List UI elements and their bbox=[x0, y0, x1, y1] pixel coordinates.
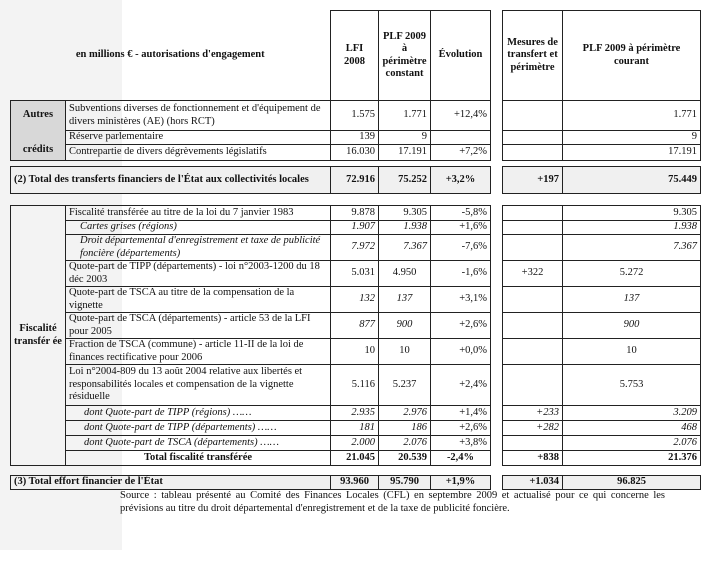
value-cell: 9.878 bbox=[331, 206, 379, 221]
value-cell bbox=[503, 131, 563, 145]
table-row bbox=[11, 131, 701, 145]
row-label: Fraction de TSCA (commune) - article 11-II de la loi de finances rectificative pour 2006 bbox=[66, 339, 331, 365]
value-cell: 5.031 bbox=[331, 261, 379, 287]
value-cell: +0,0% bbox=[431, 339, 491, 365]
row-label: dont Quote-part de TSCA (départements) …… bbox=[66, 436, 331, 451]
value-cell: 2.976 bbox=[379, 406, 431, 421]
value-cell: -5,8% bbox=[431, 206, 491, 221]
value-cell: 96.825 bbox=[563, 476, 701, 490]
value-cell: 21.376 bbox=[563, 451, 701, 466]
financial-table bbox=[10, 10, 701, 490]
value-cell: +3,1% bbox=[431, 287, 491, 313]
header-row bbox=[11, 11, 701, 101]
source-note: Source : tableau présenté au Comité des Finances Locales (CFL) en septembre 2009 et actualisé pour ce qui concerne les prévisions au titre du droit départemental d'enregistrement et de la taxe de publicité foncière. bbox=[120, 490, 665, 514]
value-cell: -7,6% bbox=[431, 235, 491, 261]
column-header: LFI 2008 bbox=[331, 11, 379, 101]
value-cell: 9.305 bbox=[563, 206, 701, 221]
value-cell: +2,6% bbox=[431, 421, 491, 436]
value-cell bbox=[503, 235, 563, 261]
value-cell: 9.305 bbox=[379, 206, 431, 221]
value-cell: 181 bbox=[331, 421, 379, 436]
value-cell: 17.191 bbox=[379, 145, 431, 161]
column-gap bbox=[491, 145, 503, 161]
table-row bbox=[11, 365, 701, 406]
value-cell: 7.367 bbox=[379, 235, 431, 261]
value-cell: +838 bbox=[503, 451, 563, 466]
value-cell: 75.252 bbox=[379, 167, 431, 194]
value-cell: 16.030 bbox=[331, 145, 379, 161]
value-cell: 132 bbox=[331, 287, 379, 313]
column-gap bbox=[491, 261, 503, 287]
row-label: (2) Total des transferts financiers de l'État aux collectivités locales bbox=[11, 167, 331, 194]
value-cell: 2.076 bbox=[379, 436, 431, 451]
row-label: Quote-part de TSCA au titre de la compensation de la vignette bbox=[66, 287, 331, 313]
group-label-top: Autres bbox=[22, 109, 54, 120]
table-row bbox=[11, 221, 701, 235]
spacer-cell bbox=[11, 194, 701, 206]
column-gap bbox=[491, 221, 503, 235]
row-label: Réserve parlementaire bbox=[66, 131, 331, 145]
spacer-cell bbox=[11, 466, 701, 476]
value-cell: 7.972 bbox=[331, 235, 379, 261]
value-cell: 1.771 bbox=[379, 101, 431, 131]
value-cell: +3,8% bbox=[431, 436, 491, 451]
total-row-3 bbox=[11, 476, 701, 490]
value-cell: 1.907 bbox=[331, 221, 379, 235]
value-cell: 2.935 bbox=[331, 406, 379, 421]
table-row bbox=[11, 145, 701, 161]
value-cell: 900 bbox=[563, 313, 701, 339]
column-header: Mesures de transfert et périmètre bbox=[503, 11, 563, 101]
value-cell: 10 bbox=[379, 339, 431, 365]
value-cell: 1.771 bbox=[563, 101, 701, 131]
column-header: Évolution bbox=[431, 11, 491, 101]
value-cell: +233 bbox=[503, 406, 563, 421]
value-cell: -1,6% bbox=[431, 261, 491, 287]
value-cell: 1.575 bbox=[331, 101, 379, 131]
value-cell: 139 bbox=[331, 131, 379, 145]
column-gap bbox=[491, 421, 503, 436]
row-label: Cartes grises (régions) bbox=[66, 221, 331, 235]
table-row bbox=[11, 451, 701, 466]
column-gap bbox=[491, 476, 503, 490]
value-cell: 95.790 bbox=[379, 476, 431, 490]
table-caption: en millions € - autorisations d'engagement bbox=[11, 11, 331, 101]
value-cell bbox=[503, 206, 563, 221]
value-cell: +12,4% bbox=[431, 101, 491, 131]
column-gap bbox=[491, 313, 503, 339]
column-gap bbox=[491, 235, 503, 261]
value-cell: 72.916 bbox=[331, 167, 379, 194]
table-row bbox=[11, 261, 701, 287]
value-cell: 186 bbox=[379, 421, 431, 436]
column-header: PLF 2009 à périmètre courant bbox=[563, 11, 701, 101]
value-cell: +7,2% bbox=[431, 145, 491, 161]
value-cell: 9 bbox=[563, 131, 701, 145]
value-cell bbox=[503, 313, 563, 339]
value-cell bbox=[503, 436, 563, 451]
value-cell: +1,6% bbox=[431, 221, 491, 235]
value-cell: 5.272 bbox=[563, 261, 701, 287]
value-cell: 5.753 bbox=[563, 365, 701, 406]
column-gap bbox=[491, 339, 503, 365]
row-label: Subventions diverses de fonctionnement et d'équipement de divers ministères (AE) (hors RCT) bbox=[66, 101, 331, 131]
value-cell: 5.237 bbox=[379, 365, 431, 406]
value-cell: 4.950 bbox=[379, 261, 431, 287]
group-label-fiscalite: Fiscalité transfér ée bbox=[11, 206, 66, 466]
value-cell: 10 bbox=[331, 339, 379, 365]
column-gap bbox=[491, 365, 503, 406]
table-row bbox=[11, 406, 701, 421]
total-row-2 bbox=[11, 167, 701, 194]
value-cell: 93.960 bbox=[331, 476, 379, 490]
column-gap bbox=[491, 131, 503, 145]
column-gap bbox=[491, 436, 503, 451]
row-label: (3) Total effort financier de l'État bbox=[11, 476, 331, 490]
table-row bbox=[11, 101, 701, 131]
value-cell: 137 bbox=[563, 287, 701, 313]
table-row bbox=[11, 436, 701, 451]
spacer bbox=[11, 194, 701, 206]
value-cell: -2,4% bbox=[431, 451, 491, 466]
value-cell: 17.191 bbox=[563, 145, 701, 161]
value-cell: +322 bbox=[503, 261, 563, 287]
value-cell bbox=[503, 365, 563, 406]
column-gap bbox=[491, 101, 503, 131]
value-cell: +2,4% bbox=[431, 365, 491, 406]
row-label: dont Quote-part de TIPP (départements) …… bbox=[66, 421, 331, 436]
value-cell bbox=[503, 339, 563, 365]
value-cell: +2,6% bbox=[431, 313, 491, 339]
value-cell: 1.938 bbox=[563, 221, 701, 235]
column-gap bbox=[491, 206, 503, 221]
value-cell: 10 bbox=[563, 339, 701, 365]
value-cell: 137 bbox=[379, 287, 431, 313]
value-cell: 3.209 bbox=[563, 406, 701, 421]
column-gap bbox=[491, 451, 503, 466]
group-label-bottom: crédits bbox=[22, 143, 54, 155]
table-row bbox=[11, 287, 701, 313]
row-label: Total fiscalité transférée bbox=[66, 451, 331, 466]
spacer bbox=[11, 466, 701, 476]
value-cell bbox=[503, 101, 563, 131]
value-cell: 21.045 bbox=[331, 451, 379, 466]
column-header: PLF 2009 à périmètre constant bbox=[379, 11, 431, 101]
value-cell: +3,2% bbox=[431, 167, 491, 194]
table-row bbox=[11, 206, 701, 221]
value-cell bbox=[503, 145, 563, 161]
table-row bbox=[11, 313, 701, 339]
value-cell bbox=[503, 287, 563, 313]
value-cell: 2.076 bbox=[563, 436, 701, 451]
value-cell: 468 bbox=[563, 421, 701, 436]
value-cell: 20.539 bbox=[379, 451, 431, 466]
row-label: Loi n°2004-809 du 13 août 2004 relative aux libertés et responsabilités locales et compensation de la vignette résiduelle bbox=[66, 365, 331, 406]
row-label: Quote-part de TSCA (départements) - article 53 de la LFI pour 2005 bbox=[66, 313, 331, 339]
column-gap bbox=[491, 11, 503, 101]
column-gap bbox=[491, 287, 503, 313]
value-cell bbox=[503, 221, 563, 235]
value-cell: 900 bbox=[379, 313, 431, 339]
value-cell: 7.367 bbox=[563, 235, 701, 261]
value-cell: +1.034 bbox=[503, 476, 563, 490]
table-row bbox=[11, 339, 701, 365]
value-cell bbox=[431, 131, 491, 145]
value-cell: 877 bbox=[331, 313, 379, 339]
value-cell: 9 bbox=[379, 131, 431, 145]
row-label: Quote-part de TIPP (départements) - loi n°2003-1200 du 18 déc 2003 bbox=[66, 261, 331, 287]
value-cell: +282 bbox=[503, 421, 563, 436]
value-cell: +197 bbox=[503, 167, 563, 194]
row-label: dont Quote-part de TIPP (régions) …… bbox=[66, 406, 331, 421]
value-cell: +1,9% bbox=[431, 476, 491, 490]
value-cell: 1.938 bbox=[379, 221, 431, 235]
table-row bbox=[11, 235, 701, 261]
table-row bbox=[11, 421, 701, 436]
group-label-autres-credits bbox=[11, 101, 66, 161]
row-label: Droit départemental d'enregistrement et taxe de publicité foncière (départements) bbox=[66, 235, 331, 261]
row-label: Fiscalité transférée au titre de la loi du 7 janvier 1983 bbox=[66, 206, 331, 221]
column-gap bbox=[491, 406, 503, 421]
row-label: Contrepartie de divers dégrèvements législatifs bbox=[66, 145, 331, 161]
value-cell: 5.116 bbox=[331, 365, 379, 406]
column-gap bbox=[491, 167, 503, 194]
value-cell: +1,4% bbox=[431, 406, 491, 421]
value-cell: 75.449 bbox=[563, 167, 701, 194]
value-cell: 2.000 bbox=[331, 436, 379, 451]
